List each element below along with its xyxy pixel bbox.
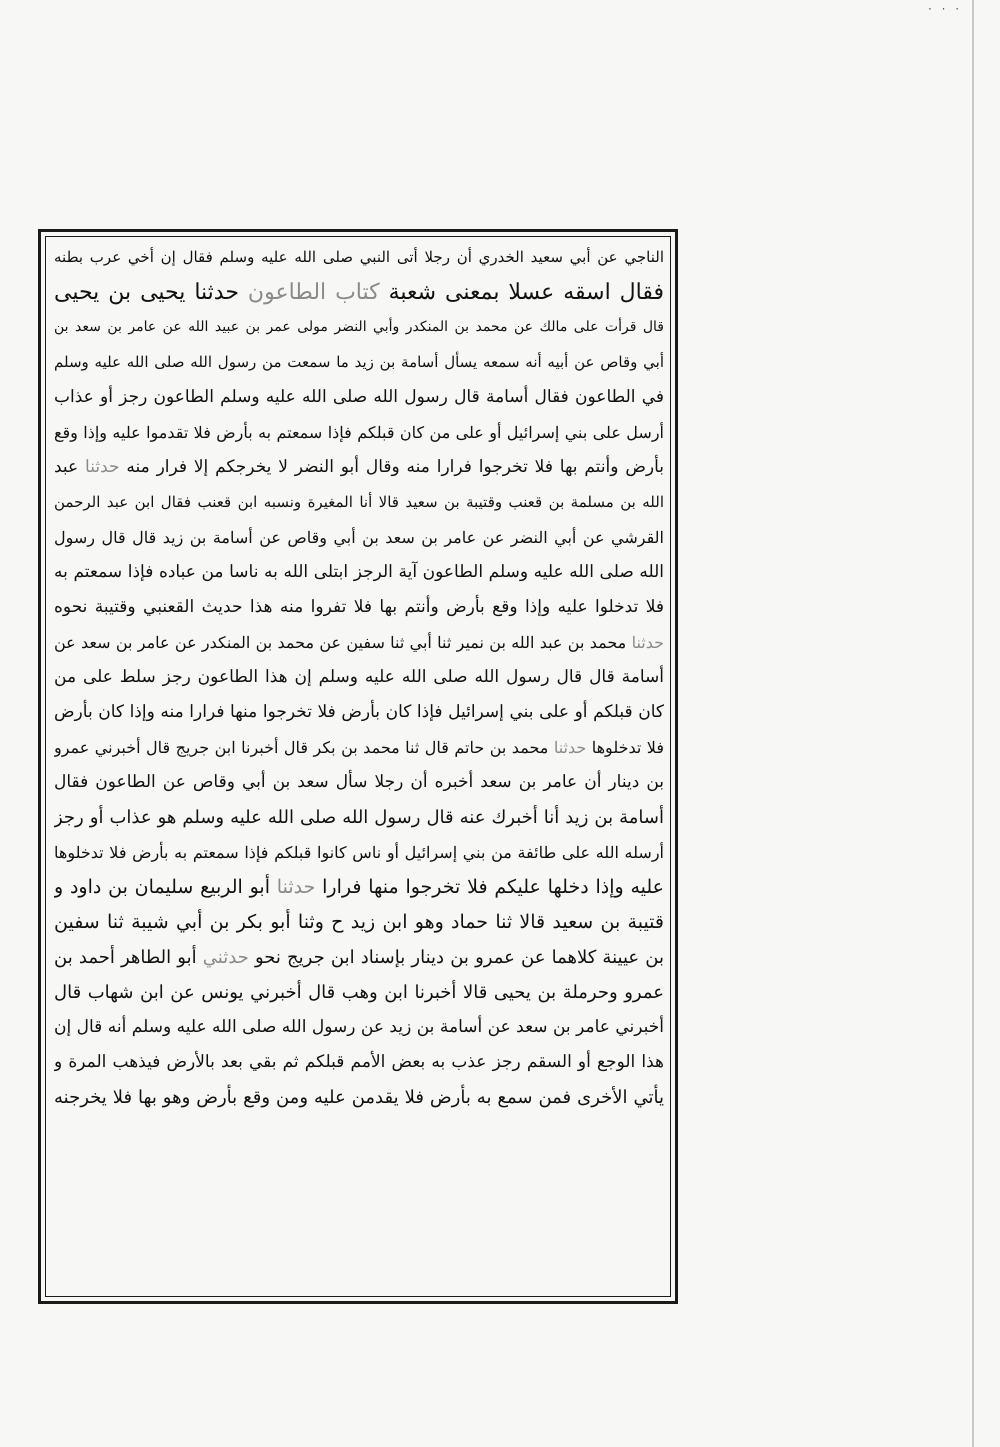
text-line: [54, 485, 664, 520]
line-text: في الطاعون فقال أسامة قال رسول الله صلى الله عليه وسلم الطاعون رجز أو عذاب: [54, 387, 664, 407]
text-line: [54, 800, 664, 835]
text-line: [54, 765, 664, 800]
text-line: [54, 380, 664, 415]
line-text: يأتي الأخرى فمن سمع به بأرض فلا يقدمن عليه ومن وقع بأرض وهو بها فلا يخرجنه: [54, 1087, 664, 1108]
line-text: بن عيينة كلاهما عن عمرو بن دينار بإسناد ابن جريج نحو: [254, 947, 664, 968]
line-text: أبي وقاص عن أبيه أنه سمعه يسأل أسامة بن زيد ما سمعت من رسول الله صلى الله عليه وسلم: [54, 353, 664, 371]
line-text: كان قبلكم أو على بني إسرائيل فإذا كان بأرض فلا تخرجوا منها فرارا منه وإذا كان بأرض: [54, 702, 664, 722]
text-line: [54, 660, 664, 695]
rubric-heading: حدثنا: [631, 633, 664, 652]
corner-marks: · · ·: [928, 2, 963, 16]
text-line: [54, 415, 664, 450]
line-text: قال قرأت على مالك عن محمد بن المنكدر وأبي النضر مولى عمر بن عبيد الله عن عامر بن سعد بن: [54, 319, 664, 335]
text-line: [54, 730, 664, 765]
rubric-heading: حدثنا: [276, 876, 316, 898]
line-text-continued: أبو الربيع سليمان بن داود و: [54, 876, 270, 898]
text-line: [54, 905, 664, 940]
text-line: [54, 1080, 664, 1115]
text-line: [54, 310, 664, 345]
line-text-continued: حدثنا يحيى بن يحيى: [54, 280, 239, 305]
line-text: الله بن مسلمة بن قعنب وقتيبة بن سعيد قالا أنا المغيرة ونسبه ابن قعنب فقال ابن عبد الرحمن: [54, 493, 664, 511]
line-text: بأرض وأنتم بها فلا تخرجوا فرارا منه وقال أبو النضر لا يخرجكم إلا فرار منه: [126, 457, 664, 477]
text-line: [54, 520, 664, 555]
line-text: أرسل على بني إسرائيل أو على من كان قبلكم فإذا سمعتم به بأرض فلا تقدموا عليه وإذا وقع: [54, 423, 664, 442]
chapter-heading: كتاب الطاعون: [247, 280, 380, 305]
text-line: [54, 555, 664, 590]
line-text-continued: محمد بن عبد الله بن نمير ثنا أبي ثنا سفين عن محمد بن المنكدر عن عامر بن سعد عن: [54, 633, 627, 652]
rubric-heading: حدثني: [202, 947, 249, 968]
text-line: [54, 1045, 664, 1080]
line-text: الله صلى الله عليه وسلم الطاعون آية الرجز ابتلى الله به ناسا من عباده فإذا سمعتم به: [54, 562, 664, 582]
text-line: [54, 695, 664, 730]
text-line: [54, 975, 664, 1010]
line-text: الناجي عن أبي سعيد الخدري أن رجلا أتى النبي صلى الله عليه وسلم فقال إن أخي عرب بطنه: [54, 248, 664, 266]
text-line: [54, 590, 664, 625]
text-line: [54, 345, 664, 380]
line-text: أسامة بن زيد أنا أخبرك عنه قال رسول الله صلى الله عليه وسلم هو عذاب أو رجز: [54, 807, 664, 828]
text-line: [54, 625, 664, 660]
line-text: هذا الوجع أو السقم رجز عذب به بعض الأمم قبلكم ثم بقي بعد بالأرض فيذهب المرة و: [54, 1052, 664, 1072]
rubric-heading: حدثنا: [85, 457, 120, 477]
line-text: عليه وإذا دخلها عليكم فلا تخرجوا منها فرارا: [322, 876, 664, 898]
line-text: أسامة قال قال رسول الله صلى الله عليه وسلم إن هذا الطاعون رجز سلط على من: [54, 667, 664, 687]
line-text-continued: عبد: [54, 457, 79, 477]
page-edge: [972, 0, 974, 1447]
line-text: فلا تدخلوا عليه وإذا وقع بأرض وأنتم بها فلا تفروا منه هذا حديث القعنبي وقتيبة نحوه: [54, 597, 664, 617]
text-line: [54, 450, 664, 485]
text-line: [54, 940, 664, 975]
line-text: أخبرني عامر بن سعد عن أسامة بن زيد عن رسول الله صلى الله عليه وسلم أنه قال إن: [54, 1017, 664, 1037]
text-line: [54, 240, 664, 275]
line-text: أرسله الله على طائفة من بني إسرائيل أو ناس كانوا قبلكم فإذا سمعتم به بأرض فلا تدخلوها: [54, 843, 664, 862]
line-text-continued: أبو الطاهر أحمد بن: [54, 947, 197, 968]
line-text-continued: محمد بن حاتم قال ثنا محمد بن بكر قال أخبرنا ابن جريج قال أخبرني عمرو: [54, 738, 549, 757]
line-text: قتيبة بن سعيد قالا ثنا حماد وهو ابن زيد ح وثنا أبو بكر بن أبي شيبة ثنا سفين: [54, 911, 664, 933]
text-line: [54, 1010, 664, 1045]
line-text: عمرو وحرملة بن يحيى قالا أخبرنا ابن وهب قال أخبرني يونس عن ابن شهاب قال: [54, 982, 664, 1003]
text-line: [54, 835, 664, 870]
manuscript-text-block: [54, 240, 664, 1292]
line-text: القرشي عن أبي النضر عن عامر بن سعد بن أبي وقاص عن أسامة بن زيد قال قال رسول: [54, 528, 664, 547]
text-line: [54, 870, 664, 905]
line-text: فقال اسقه عسلا بمعنى شعبة: [388, 280, 664, 305]
line-text: فلا تدخلوها: [591, 738, 664, 757]
rubric-heading: حدثنا: [553, 738, 587, 757]
line-text: بن دينار أن عامر بن سعد أخبره أن رجلا سأل سعد بن أبي وقاص عن الطاعون فقال: [54, 772, 664, 792]
text-line: [54, 275, 664, 310]
